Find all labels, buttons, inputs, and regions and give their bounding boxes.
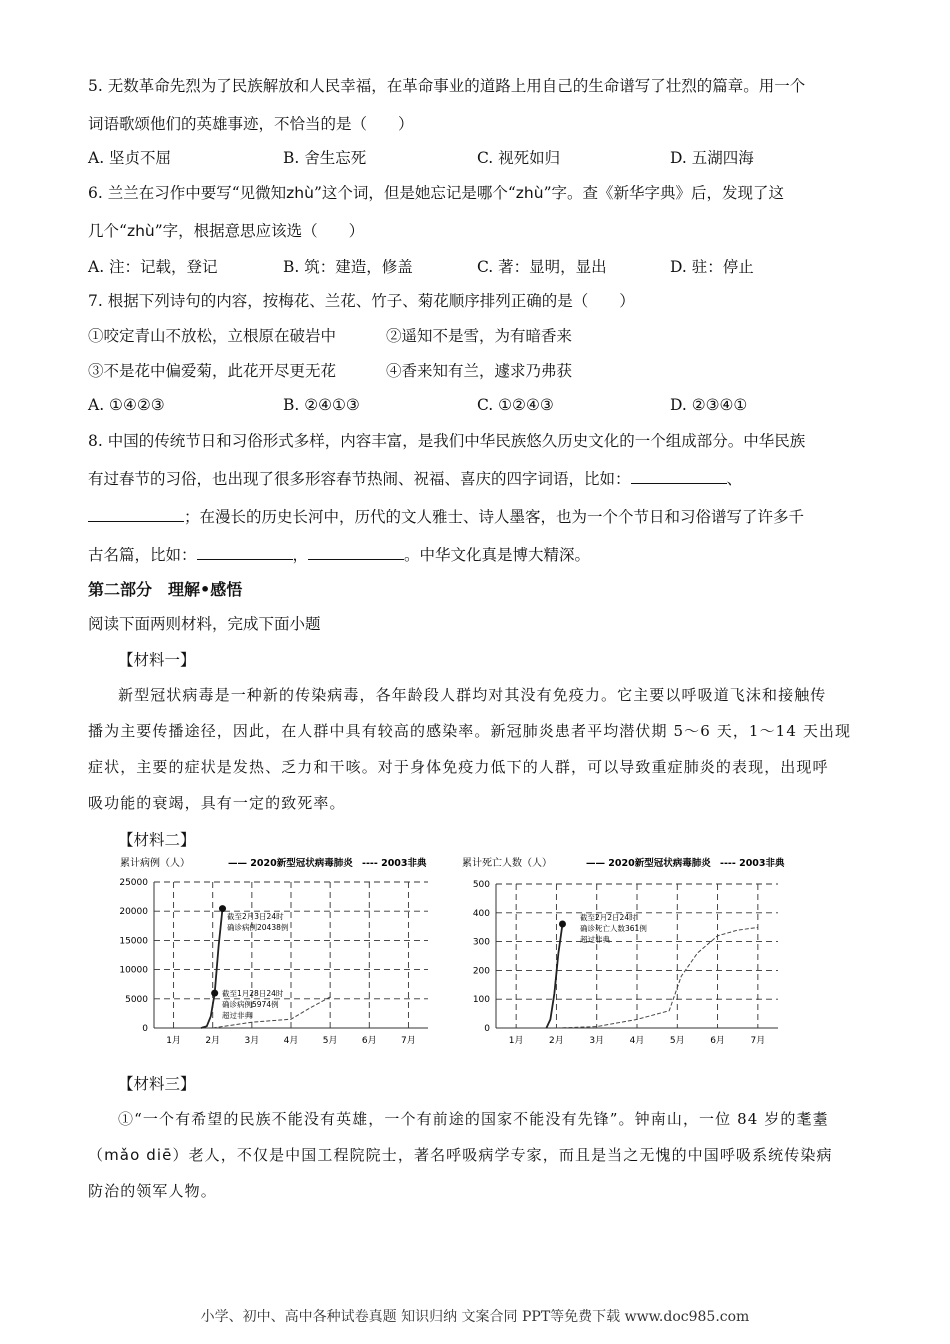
material-1-title: 【材料一】 (118, 651, 196, 669)
c1-xtick: 6月 (361, 1036, 377, 1046)
c2-xtick: 4月 (629, 1036, 645, 1046)
q5-option-b: B. 舍生忘死 (283, 149, 367, 167)
chart2-covid-line (546, 924, 562, 1028)
q7-poem-1: ①咬定青山不放松，立根原在破岩中 (88, 327, 337, 345)
c2-ytick: 500 (472, 880, 490, 890)
q8-stem-line1: 8. 中国的传统节日和习俗形式多样，内容丰富，是我们中华民族悠久历史文化的一个组成部分。中华民族 (88, 432, 806, 450)
chart2-annotation-b: 确诊死亡人数361例 (580, 924, 647, 933)
q7-option-d: D. ②③④① (670, 396, 748, 414)
chart2-point-361 (559, 921, 566, 928)
chart1-legend-covid: —— 2020新型冠状病毒肺炎 (228, 858, 353, 869)
q8-stem-line3: ；在漫长的历史长河中，历代的文人雅士、诗人墨客，也为一个个节日和习俗谱写了许多千 (88, 507, 804, 527)
chart1-covid-line (201, 909, 223, 1028)
q8-blank-4[interactable] (308, 545, 404, 560)
q6-option-a: A. 注：记载，登记 (88, 258, 218, 276)
c2-ytick: 300 (472, 937, 490, 948)
q7-poem-2: ②遥知不是雪，为有暗香来 (386, 327, 573, 345)
c1-xtick: 7月 (401, 1036, 416, 1046)
footer-ad: 小学、初中、高中各种试卷真题 知识归纳 文案合同 PPT等免费下载 www.doc985.com (200, 1309, 750, 1325)
q6-option-b: B. 筑：建造，修盖 (283, 258, 413, 276)
q6-option-c: C. 著：显明，显出 (477, 258, 607, 276)
section-intro: 阅读下面两则材料，完成下面小题 (88, 615, 321, 633)
material-1-line-1: 新型冠状病毒是一种新的传染病毒，各年龄段人群均对其没有免疫力。它主要以呼吸道飞沫和接触传 (118, 686, 827, 704)
chart1-annotation-1b: 确诊病例20438例 (227, 923, 289, 932)
c2-ytick: 100 (472, 995, 490, 1006)
q7-poem-4: ④香来知有兰，遽求乃弗获 (386, 362, 573, 380)
material-1-line-2: 播为主要传播途径，因此，在人群中具有较高的感染率。新冠肺炎患者平均潜伏期 5～6 天，1～14 天出现 (88, 722, 852, 740)
c1-xtick: 2月 (205, 1036, 221, 1046)
c1-xtick: 4月 (283, 1036, 299, 1046)
c1-xtick: 1月 (166, 1036, 181, 1046)
material-3-line-1: ①“一个有希望的民族不能没有英雄，一个有前途的国家不能没有先锋”。钟南山，一位 84 岁的耄耋 (118, 1110, 829, 1128)
q8-blank-1[interactable] (631, 469, 727, 484)
q8-blank-3[interactable] (197, 545, 293, 560)
c2-ytick: 0 (484, 1024, 490, 1034)
q5-option-d: D. 五湖四海 (670, 149, 754, 167)
chart2-annotation-a: 截至2月2日24时 (580, 913, 637, 922)
chart1-annotation-1a: 截至2月3日24时 (227, 912, 284, 921)
q5-option-c: C. 视死如归 (477, 149, 561, 167)
cases-chart (110, 853, 440, 1048)
c2-xtick: 1月 (508, 1036, 524, 1046)
q8-stem-line4: 古名篇，比如： ， 。中华文化真是博大精深。 (88, 546, 591, 564)
q5-option-a: A. 坚贞不屈 (88, 149, 172, 167)
q7-poem-3: ③不是花中偏爱菊，此花开尽更无花 (88, 362, 337, 380)
chart2-legend-covid: —— 2020新型冠状病毒肺炎 (586, 858, 711, 869)
c2-xtick: 5月 (669, 1036, 685, 1046)
c2-xtick: 3月 (589, 1036, 605, 1046)
c2-ytick: 200 (472, 966, 490, 977)
material-1-line-3: 症状，主要的症状是发热、乏力和干咳。对于身体免疫力低下的人群，可以导致重症肺炎的表现，出现呼 (88, 758, 829, 776)
material-2-title: 【材料二】 (118, 831, 196, 849)
q7-option-b: B. ②④①③ (283, 396, 360, 414)
c1-ytick: 20000 (119, 907, 148, 918)
c1-xtick: 3月 (244, 1036, 260, 1046)
q6-option-d: D. 驻：停止 (670, 258, 754, 276)
material-3-line-2: （mǎo diē）老人，不仅是中国工程院院士，著名呼吸病学专家，而且是当之无愧的中国呼吸系统传染病 (88, 1146, 833, 1164)
c1-ytick: 10000 (119, 965, 148, 976)
chart2-annotation-c: 超过非典 (580, 935, 610, 944)
c1-ytick: 15000 (119, 936, 148, 947)
chart1-point-20438 (219, 905, 226, 912)
c1-ytick: 0 (142, 1024, 148, 1034)
material-3-title: 【材料三】 (118, 1075, 196, 1093)
chart1-annotation-2b: 确诊病例5974例 (222, 1000, 279, 1009)
deaths-chart (452, 853, 792, 1048)
q8-stem-line2: 有过春节的习俗，也出现了很多形容春节热闹、祝福、喜庆的四字词语，比如： 、 (88, 470, 743, 488)
chart1-ylabel: 累计病例（人） (120, 858, 190, 869)
c2-ytick: 400 (472, 908, 490, 919)
c1-ytick: 5000 (125, 994, 148, 1005)
chart1-point-5974 (211, 990, 218, 997)
chart2-ylabel: 累计死亡人数（人） (462, 858, 552, 869)
q8-blank-2[interactable] (88, 507, 184, 522)
chart1-legend-sars: ---- 2003非典 (362, 858, 427, 869)
c1-xtick: 5月 (322, 1036, 338, 1046)
c2-xtick: 7月 (750, 1036, 766, 1046)
section-title: 第二部分 理解•感悟 (88, 580, 243, 599)
chart1-annotation-2c: 超过非典 (222, 1011, 252, 1020)
q6-stem-line2: 几个“zhù”字，根据意思应该选（ ） (88, 222, 365, 240)
q6-stem-line1: 6. 兰兰在习作中要写“见微知zhù”这个词，但是她忘记是哪个“zhù”字。查《新华字典》后，发现了这 (88, 184, 785, 202)
q7-option-a: A. ①④②③ (88, 396, 165, 414)
c2-xtick: 2月 (549, 1036, 564, 1046)
q7-option-c: C. ①②④③ (477, 396, 554, 414)
chart1-annotation-2a: 截至1月28日24时 (222, 989, 284, 998)
c2-xtick: 6月 (710, 1036, 725, 1046)
c1-ytick: 25000 (119, 878, 148, 888)
material-1-line-4: 吸功能的衰竭，具有一定的致死率。 (88, 794, 346, 812)
q5-stem-line2: 词语歌颂他们的英雄事迹，不恰当的是（ ） (88, 115, 414, 133)
material-3-line-3: 防治的领军人物。 (88, 1182, 217, 1200)
q5-stem-line1: 5. 无数革命先烈为了民族解放和人民幸福，在革命事业的道路上用自己的生命谱写了壮烈的篇章。用一个 (88, 77, 806, 95)
chart2-legend-sars: ---- 2003非典 (720, 858, 785, 869)
q7-stem: 7. 根据下列诗句的内容，按梅花、兰花、竹子、菊花顺序排列正确的是（ ） (88, 292, 635, 310)
